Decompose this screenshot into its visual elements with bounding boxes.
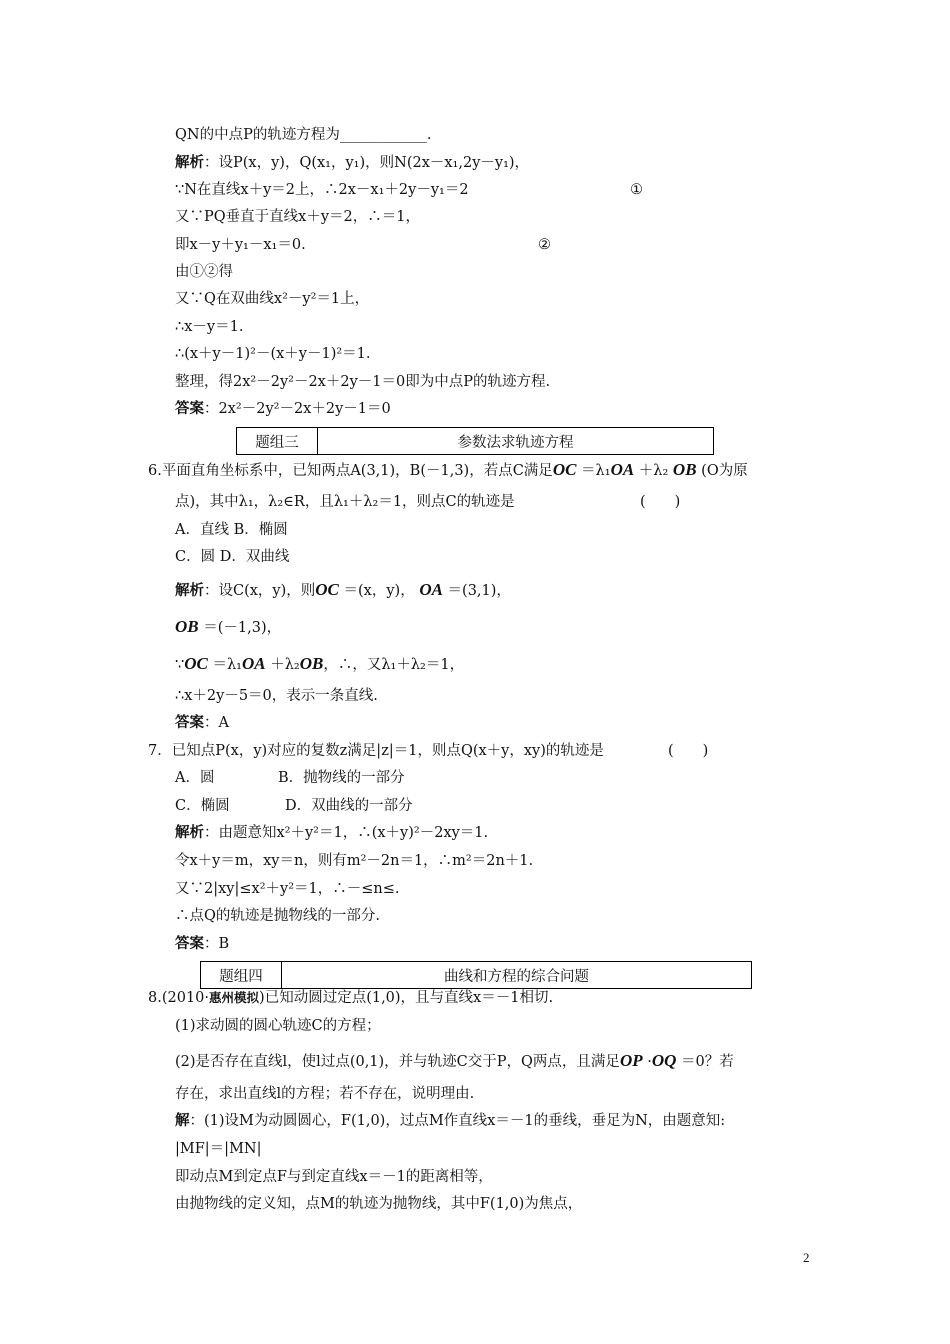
choice-line: A．直线 B．椭圆 <box>175 522 288 538</box>
line-text: 8.(2010· <box>148 990 210 1006</box>
text-line <box>175 654 464 675</box>
line-text: ＝0？若 <box>681 1054 734 1070</box>
text-line <box>175 934 229 954</box>
text-line: (1)求动圆的圆心轨迹C的方程； <box>175 1018 381 1034</box>
line-text: ：设C(x，y)，则 <box>204 583 316 599</box>
text-line <box>175 713 229 733</box>
vector-oc: OC <box>184 654 208 673</box>
label-jiexi: 解析 <box>175 825 204 841</box>
choice-d: D．双曲线的一部分 <box>285 798 413 814</box>
text-line: 令x＋y＝m，xy＝n，则有m²－2n＝1，∴m²＝2n＋1. <box>175 853 534 869</box>
text-line <box>175 823 488 843</box>
source-note: 惠州模拟 <box>209 990 260 1005</box>
text-line: 又∵PQ垂直于直线x＋y＝2，∴＝1， <box>175 209 420 225</box>
text-line: 即动点M到定点F与到定直线x＝－1的距离相等， <box>175 1169 493 1185</box>
line-text: ，∴，又λ₁＋λ₂＝1， <box>323 657 465 673</box>
vector-op: OP <box>619 1051 643 1070</box>
text-line <box>175 617 281 638</box>
label-solution: 解 <box>175 1113 190 1129</box>
line-text: ：A <box>204 715 229 731</box>
text-line: ∴x＋2y－5＝0，表示一条直线. <box>175 688 378 704</box>
label-answer: 答案 <box>175 715 204 731</box>
line-text: ＝(x，y)， <box>343 583 415 599</box>
line-text: · <box>647 1054 652 1070</box>
label-jiexi: 解析 <box>175 583 204 599</box>
line-text: ＝(3,1)， <box>447 583 511 599</box>
text-line: |MF|＝|MN| <box>175 1141 262 1157</box>
line-text: ：由题意知x²＋y²＝1，∴(x＋y)²－2xy＝1. <box>204 825 489 841</box>
section-topic: 参数法求轨迹方程 <box>457 434 574 451</box>
text-line: 由抛物线的定义知，点M的轨迹为抛物线，其中F(1,0)为焦点， <box>175 1196 583 1212</box>
line-text: 6.平面直角坐标系中，已知两点A(3,1)，B(－1,3)，若点C满足 <box>148 463 553 479</box>
equation-mark: ② <box>538 237 551 253</box>
vector-oa: OA <box>610 460 635 479</box>
label-answer: 答案 <box>175 936 204 952</box>
text-line: 存在，求出直线l的方程；若不存在，说明理由. <box>175 1086 475 1102</box>
text-line: ∴(x＋y－1)²－(x＋y－1)²＝1. <box>175 346 371 362</box>
line-text: ＋λ₂ <box>638 463 669 479</box>
line-text: ∵ <box>175 657 185 673</box>
vector-oq: OQ <box>651 1051 677 1070</box>
label-answer: 答案 <box>175 401 204 417</box>
choice-b: B．抛物线的一部分 <box>278 770 405 786</box>
vector-oa: OA <box>419 580 443 599</box>
section-header-box <box>236 427 714 455</box>
vector-ob: OB <box>672 460 697 479</box>
text-line <box>175 1051 734 1072</box>
page-number: 2 <box>803 1250 810 1265</box>
text-line <box>175 1111 725 1131</box>
label-jiexi: 解析 <box>175 155 204 171</box>
text-line <box>148 460 748 481</box>
choice-line: C．圆 D．双曲线 <box>175 549 290 565</box>
section-group-label: 题组三 <box>237 428 318 454</box>
text-line <box>175 153 529 173</box>
section-topic: 曲线和方程的综合问题 <box>444 968 589 985</box>
line-text: ：设P(x，y)，Q(x₁，y₁)，则N(2x－x₁,2y－y₁)， <box>204 155 530 171</box>
text-line: 点)，其中λ₁，λ₂∈R，且λ₁＋λ₂＝1，则点C的轨迹是 <box>175 494 515 510</box>
line-text: ：B <box>204 936 230 952</box>
section-header-box <box>200 961 752 989</box>
choice-c: C．椭圆 <box>175 798 230 814</box>
text-line: ∵N在直线x＋y＝2上，∴2x－x₁＋2y－y₁＝2 <box>175 182 469 198</box>
line-text: (O为原 <box>701 463 748 479</box>
text-line: 整理，得2x²－2y²－2x＋2y－1＝0即为中点P的轨迹方程. <box>175 374 551 390</box>
line-text: ＝λ₁ <box>212 657 242 673</box>
text-line: 即x－y＋y₁－x₁＝0. <box>175 237 306 253</box>
line-text: ＝λ₁ <box>581 463 611 479</box>
line-text: ：2x²－2y²－2x＋2y－1＝0 <box>204 401 391 417</box>
line-text: ＝(－1,3)， <box>203 620 282 636</box>
text-line: QN的中点P的轨迹方程为____________. <box>175 127 432 143</box>
text-line: ∴点Q的轨迹是抛物线的一部分. <box>175 908 380 924</box>
line-text: (2)是否存在直线l，使l过点(0,1)，并与轨迹C交于P，Q两点，且满足 <box>175 1054 620 1070</box>
vector-ob: OB <box>175 617 199 636</box>
text-line: 7．已知点P(x，y)对应的复数z满足|z|＝1，则点Q(x＋y，xy)的轨迹是 <box>148 743 604 759</box>
line-text: )已知动圆过定点(1,0)，且与直线x＝－1相切. <box>259 990 554 1006</box>
text-line <box>148 988 553 1008</box>
section-group-label: 题组四 <box>201 962 282 988</box>
vector-oc: OC <box>552 460 577 479</box>
choice-a: A．圆 <box>175 770 215 786</box>
text-line <box>175 580 511 601</box>
text-line: 又∵Q在双曲线x²－y²＝1上， <box>175 291 370 307</box>
answer-paren: ( ) <box>668 743 709 759</box>
choice-line <box>175 768 214 788</box>
text-line: ∴x－y＝1. <box>175 319 244 335</box>
vector-oc: OC <box>315 580 339 599</box>
text-line: 由①②得 <box>175 264 233 280</box>
answer-paren: ( ) <box>640 494 681 510</box>
vector-ob: OB <box>299 654 324 673</box>
vector-oa: OA <box>241 654 266 673</box>
equation-mark: ① <box>630 182 643 198</box>
text-line <box>175 399 391 419</box>
line-text: ＋λ₂ <box>270 657 300 673</box>
line-text: ：(1)设M为动圆圆心，F(1,0)，过点M作直线x＝－1的垂线，垂足为N，由题意知: <box>189 1113 726 1129</box>
text-line: 又∵2|xy|≤x²＋y²＝1，∴－≤n≤. <box>175 881 400 897</box>
